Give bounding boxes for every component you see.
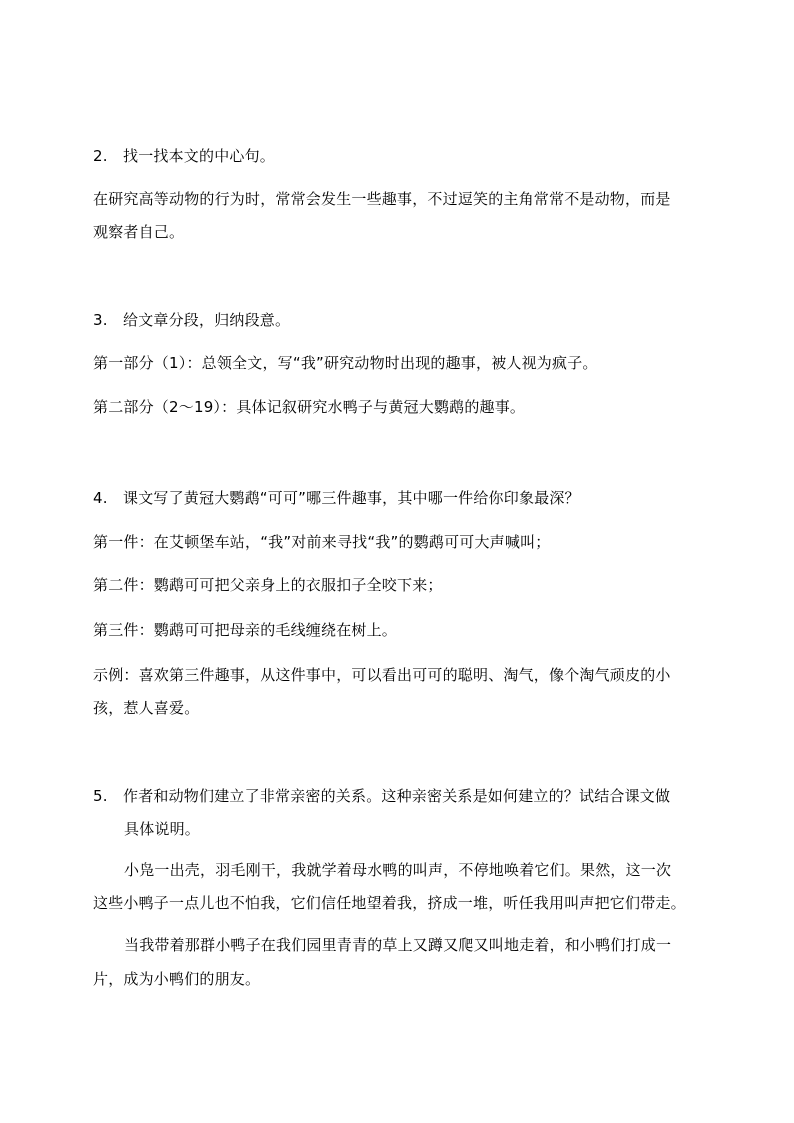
answer-5-para-1-line-1: 小凫一出壳，羽毛刚干，我就学着母水鸭的叫声，不停地唤着它们。果然，这一次 xyxy=(124,861,672,879)
answer-3-part-1: 第一部分（1）：总领全文，写“我”研究动物时出现的趣事，被人视为疯子。 xyxy=(93,354,598,372)
answer-2-line-1: 在研究高等动物的行为时，常常会发生一些趣事，不过逗笑的主角常常不是动物，而是 xyxy=(93,190,671,208)
answer-4-item-3: 第三件：鹦鹉可可把母亲的毛线缠绕在树上。 xyxy=(93,621,398,639)
question-text: 课文写了黄冠大鹦鹉“可可”哪三件趣事，其中哪一件给你印象最深？ xyxy=(123,489,580,507)
answer-3-part-2: 第二部分（2～19）：具体记叙研究水鸭子与黄冠大鹦鹉的趣事。 xyxy=(93,398,526,416)
answer-5-para-1-line-2: 这些小鸭子一点儿也不怕我，它们信任地望着我，挤成一堆，听任我用叫声把它们带走。 xyxy=(93,894,686,912)
question-text: 给文章分段，归纳段意。 xyxy=(123,311,291,329)
question-text: 找一找本文的中心句。 xyxy=(123,147,276,165)
question-4 xyxy=(93,488,580,508)
question-number: 3. xyxy=(93,311,108,329)
question-number: 4. xyxy=(93,489,108,507)
question-number: 2. xyxy=(93,147,108,165)
question-5-line-2: 具体说明。 xyxy=(124,820,201,838)
question-number: 5. xyxy=(93,787,108,805)
answer-4-item-1: 第一件：在艾顿堡车站，“我”对前来寻找“我”的鹦鹉可可大声喊叫； xyxy=(93,533,551,551)
question-5 xyxy=(93,786,670,806)
answer-5-para-2-line-2: 片，成为小鸭们的朋友。 xyxy=(93,970,261,988)
answer-4-item-2: 第二件：鹦鹉可可把父亲身上的衣服扣子全咬下来； xyxy=(93,576,443,594)
answer-2-line-2: 观察者自己。 xyxy=(93,223,185,241)
answer-4-example-line-1: 示例：喜欢第三件趣事，从这件事中，可以看出可可的聪明、淘气，像个淘气顽皮的小 xyxy=(93,666,671,684)
question-2 xyxy=(93,146,275,166)
answer-5-para-2-line-1: 当我带着那群小鸭子在我们园里青青的草上又蹲又爬又叫地走着，和小鸭们打成一 xyxy=(124,936,672,954)
answer-4-example-line-2: 孩，惹人喜爱。 xyxy=(93,699,200,717)
question-3 xyxy=(93,310,290,330)
question-text: 作者和动物们建立了非常亲密的关系。这种亲密关系是如何建立的？试结合课文做 xyxy=(123,787,671,805)
